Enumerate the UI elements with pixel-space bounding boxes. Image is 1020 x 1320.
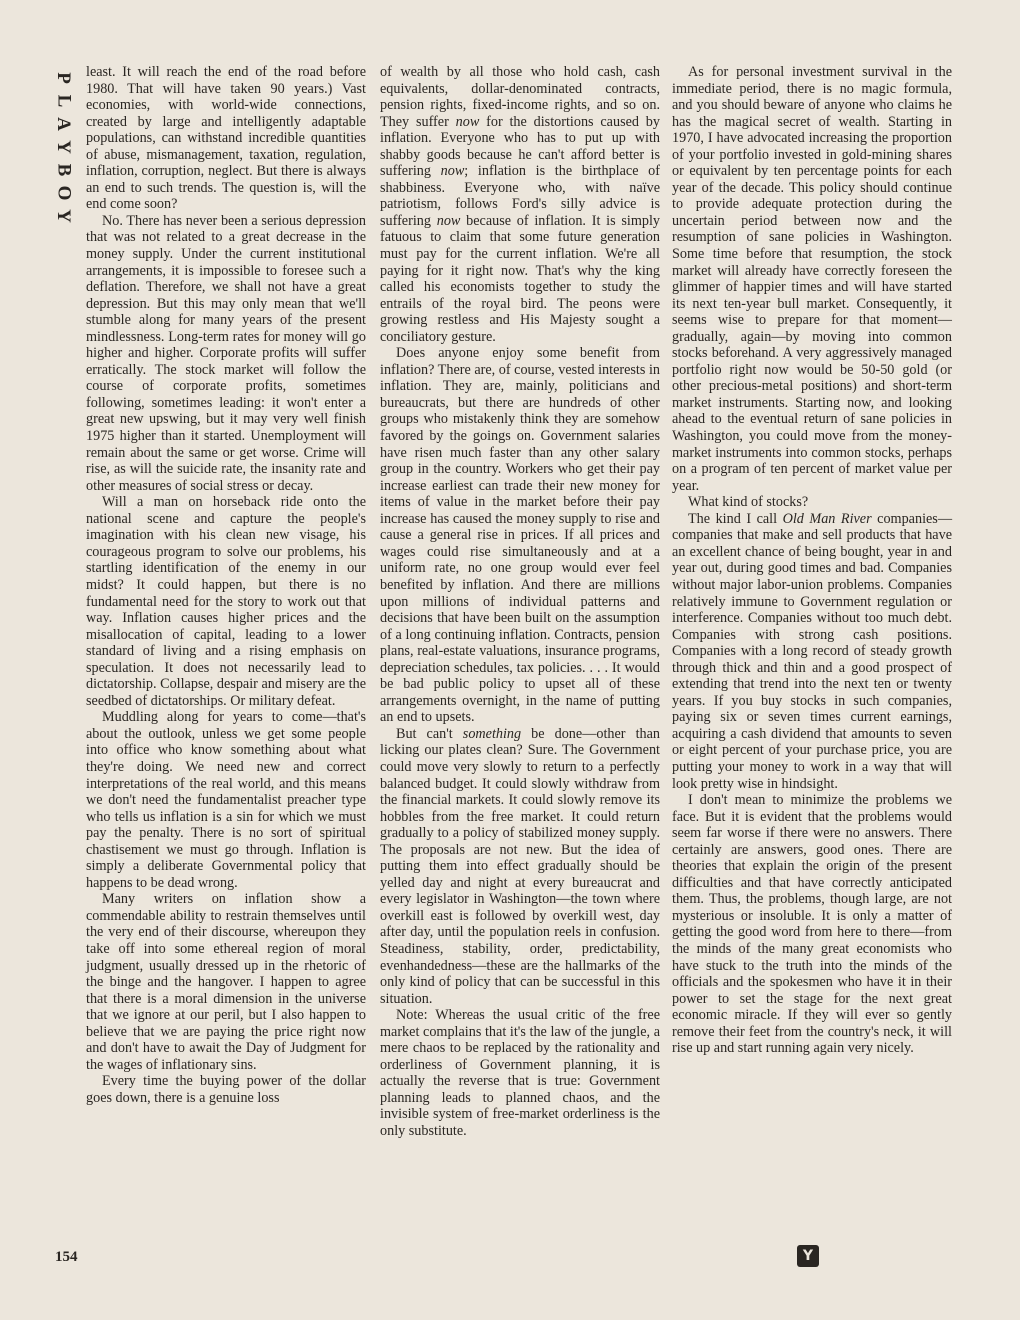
text-column-middle (380, 64, 660, 1140)
article-paragraph: of wealth by all those who hold cash, cash equivalents, dollar-denominated contracts, pension rights, fixed-income rights, and so on. They suffer now for the distortions caused by inflation. Everyone who has to put up with shabby goods because he can't afford better is suffering now; inflation is the birthplace of shabbiness. Everyone who, with naïve patriotism, follows Ford's silly advice is suffering now because of inflation. It is simply fatuous to claim that some future generation must pay for the current inflation. We're all paying for it right now. That's why the king called his economists together to study the entrails of the royal bird. The peons were growing restless and His Majesty sought a conciliatory gesture. (380, 64, 660, 345)
article-paragraph: least. It will reach the end of the road before 1980. That will have taken 90 years.) Vast economies, with world-wide connections, created by large and intelligently adaptable populations, can withstand incredible quantities of abuse, mismanagement, taxation, regulation, inflation, corruption, neglect. But there is always an end to such trends. The question is, will the end come soon? (86, 64, 366, 213)
article-paragraph: Will a man on horseback ride onto the national scene and capture the people's imagination with his clean new visage, his courageous program to solve our problems, his startling identification of the enemy in our midst? It could happen, but there is no fundamental need for the story to work out that way. Inflation causes higher prices and the misallocation of capital, leading to a lower standard of living and a rising emphasis on speculation. It does not necessarily lead to dictatorship. Collapse, despair and misery are the seedbed of dictatorships. Or military defeat. (86, 494, 366, 709)
article-paragraph: Many writers on inflation show a commendable ability to restrain themselves until the very end of their discourse, whereupon they take off into some ethereal region of moral judgment, usually dressed up in the rhetoric of the binge and the hangover. I happen to agree that there is a moral dimension in the universe that we ignore at our peril, but I also happen to believe that we are paying the price right now and don't have to await the Day of Judgment for the wages of inflationary sins. (86, 891, 366, 1073)
running-head-letter: O (53, 185, 74, 201)
article-paragraph: The kind I call Old Man River companies—companies that make and sell products that have an excellent chance of being bought, year in and year out, during good times and bad. Companies without major labor-union problems. Companies relatively immune to Government regulation or interference. Companies without too much debt. Companies with strong cash positions. Companies with a long record of steady growth through thick and thin and a good prospect of extending that trend into the next ten or twenty years. If you buy stocks in such companies, paying six or seven times current earnings, acquiring a cash dividend that amounts to seven or eight percent of your purchase price, you are putting your money to work in a way that will look pretty wise in hindsight. (672, 510, 953, 792)
article-paragraph: What kind of stocks? (688, 494, 809, 511)
running-head (50, 68, 76, 229)
running-head-letter: B (53, 163, 74, 177)
text-column-right (672, 64, 952, 1057)
article-paragraph: Does anyone enjoy some benefit from inflation? There are, of course, vested interests in inflation. They are, mainly, politicians and bureaucrats, but there are hundreds of other groups who mistakenly think they are somehow favored by the goings on. Government salaries have risen much faster than any other salary group in the country. Workers who get their pay increase earliest can trade their new money for items of value in the market before their pay increase has caused the money supply to rise and cause a general rise in prices. If all prices and wages could rise simultaneously and at a uniform rate, no one group would ever feel benefited by inflation. And there are millions upon millions of individual patterns and decisions that have been built on the assumption of a long continuing inflation. Contracts, pension plans, real-estate valuations, insurance programs, depreciation schedules, tax policies. . . . It would be bad public policy to upset all of these arrangements overnight, in the name of putting an end to upsets. (380, 345, 660, 726)
article-paragraph: As for personal investment survival in the immediate period, there is no magic formula, and you should beware of anyone who claims he has the magical secret of wealth. Starting in 1970, I have advocated increasing the proportion of your portfolio invested in gold-mining shares or equivalent by ten percentage points for each year of the decade. This policy should continue to provide adequate protection during the uncertain period between now and the resumption of sane policies in Washington. Some time before that resumption, the stock market will already have correctly foreseen the glimmer of happier times and will have started its next ten-year bull market. Consequently, it seems wise to prepare for that moment—gradually, again—by moving into common stocks beforehand. A very aggressively managed portfolio right now would be 50-50 gold (or other precious-metal positions) and short-term market instruments. Starting now, and looking ahead to the eventual return of sane policies in Washington, you could move from the money-market instruments into common stocks, perhaps on a program of ten percent of market value per year. (672, 64, 952, 494)
running-head-letter: Y (52, 140, 74, 154)
running-head-letter: L (53, 94, 74, 108)
article-paragraph: Muddling along for years to come—that's about the outlook, unless we get some people into office who know something about what they're doing. We need new and correct interpretations of the real world, and this means we don't need the fundamentalist preacher type who tells us inflation is a sin for which we must pay the penalty. There is no sort of spiritual chastisement we must go through. Inflation is simply a deliberate Governmental policy that happens to be dead wrong. (86, 709, 366, 891)
article-paragraph: I don't mean to minimize the problems we face. But it is evident that the problems would seem far worse if there were no answers. There certainly are answers, good ones. There are theories that explain the origin of the present difficulties and that have correctly anticipated them. Thus, the problems, though large, are not mysterious or insoluble. It is only a matter of getting the good word from here to there—from the minds of the many great economists who have stuck to the truth into the minds of the officials and the spokesmen who have it in their power to set the stage for the next great economic miracle. If they will ever so gently remove their feet from the country's neck, it will rise up and start running again very nicely. (672, 792, 952, 1057)
running-head-letter: A (52, 117, 74, 131)
article-paragraph: But can't something be done—other than licking our plates clean? Sure. The Government could move very slowly to return to a perfectly balanced budget. It could slowly withdraw from the financial markets. It could slowly remove its hobbles from the free market. It could return gradually to a policy of stabilized money supply. The proposals are not new. But the idea of putting them into effect gradually should be yelled day and night at every bureaucrat and every legislator in Washington—the town where overkill east is followed by overkill west, day after day, until the population reels in confusion. Steadiness, stability, order, predictability, evenhandedness—these are the hallmarks of the only kind of policy that can be successful in this situation. (380, 725, 661, 1007)
page-number: 154 (55, 1249, 78, 1265)
article-paragraph: No. There has never been a serious depression that was not related to a great decrease in the money supply. Under the current institutional arrangements, it is impossible to foresee such a deflation. Therefore, we shall not have a great depression. But this may only mean that we'll stumble along for many years of the present mindlessness. Long-term rates for money will go higher and higher. Corporate profits will suffer erratically. The stock market will follow the course of corporate profits, sometimes following, sometimes leading: it won't enter a great new upswing, but it may very well finish 1975 higher than it started. Unemployment will remain about the same or get worse. Crime will rise, as will the suicide rate, the insanity rate and other measures of social stress or decay. (86, 212, 366, 494)
running-head-letter: P (52, 72, 74, 84)
article-paragraph: Note: Whereas the usual critic of the free market complains that it's the law of the jungle, a mere chaos to be replaced by the rationality and orderliness of Government planning, it is actually the reverse that is true: Government planning leads to planned chaos, and the invisible system of free-market orderliness is the only substitute. (380, 1007, 660, 1139)
rabbit-logo-end-mark: Y (797, 1245, 819, 1267)
text-column-left (86, 64, 366, 1106)
running-head-letter: Y (52, 209, 74, 223)
article-paragraph: Every time the buying power of the dollar goes down, there is a genuine loss (86, 1073, 366, 1106)
